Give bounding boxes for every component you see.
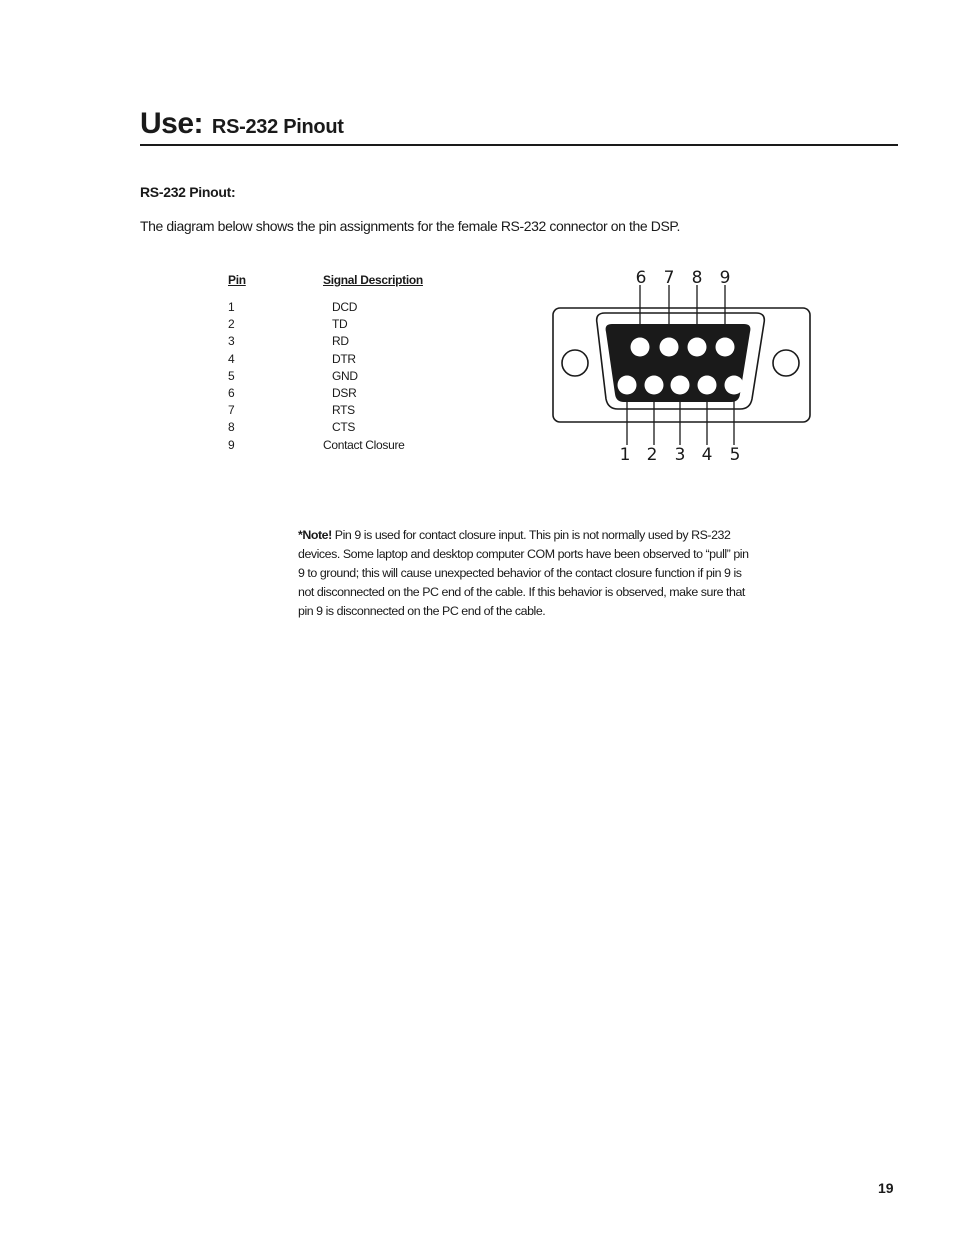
signal-column-header: Signal Description — [323, 273, 423, 287]
heading-divider — [140, 144, 898, 146]
signal-description: GND — [332, 368, 358, 383]
pin-7-socket — [660, 338, 679, 357]
pin-number: 6 — [228, 385, 235, 400]
signal-description: CTS — [332, 420, 356, 435]
pin-label: 6 — [635, 268, 647, 288]
db9-connector-diagram — [545, 262, 820, 472]
signal-description: DCD — [332, 300, 358, 314]
note-text: Pin 9 is used for contact closure input. This pin is not normally used by RS-232 devices. Some laptop and desktop computer COM ports have been observed to “pull” pin 9 to ground; this will cause unexpected behavior of the contact closure function if pin 9 is not disconnected on the PC end of the cable. If this behavior is observed, make sure that pin 9 is disconnected on the PC end of the cable. — [298, 528, 749, 618]
pin-3-socket — [671, 376, 690, 395]
signal-description: DTR — [332, 351, 356, 366]
note-paragraph — [298, 526, 752, 621]
pin-number: 2 — [228, 317, 235, 332]
pin-1-socket — [618, 376, 637, 395]
heading-title: RS-232 Pinout — [211, 116, 344, 138]
pin-8-socket — [688, 338, 707, 357]
pin-label: 1 — [619, 445, 631, 465]
pin-label: 2 — [646, 445, 658, 465]
signal-description: TD — [332, 317, 348, 332]
note-label: *Note! — [298, 528, 332, 542]
signal-description: RD — [332, 334, 349, 349]
pin-2-socket — [645, 376, 664, 395]
pin-label: 5 — [729, 445, 741, 465]
intro-paragraph: The diagram below shows the pin assignments for the female RS-232 connector on the DSP. — [140, 218, 681, 234]
pin-label: 7 — [663, 268, 675, 288]
signal-description: Contact Closure — [323, 437, 405, 452]
pin-label: 4 — [701, 445, 713, 465]
pin-label: 3 — [674, 445, 686, 465]
mounting-hole-right — [773, 350, 799, 376]
pin-number: 3 — [228, 334, 235, 349]
heading-use-label: Use: — [140, 107, 204, 140]
mounting-hole-left — [562, 350, 588, 376]
pin-column-header: Pin — [228, 273, 246, 287]
pin-4-socket — [698, 376, 717, 395]
pin-number: 4 — [228, 351, 235, 366]
pin-number: 7 — [228, 403, 235, 418]
pin-number: 8 — [228, 420, 235, 435]
pin-9-socket — [716, 338, 735, 357]
pin-5-socket — [725, 376, 744, 395]
pin-label: 8 — [691, 268, 703, 288]
page-heading — [140, 106, 344, 139]
page-number: 19 — [878, 1180, 894, 1196]
section-title: RS-232 Pinout: — [140, 184, 236, 200]
pin-number: 9 — [228, 437, 235, 452]
pin-number: 5 — [228, 368, 235, 383]
signal-description: DSR — [332, 385, 357, 400]
pin-label: 9 — [719, 268, 731, 288]
pin-6-socket — [631, 338, 650, 357]
pin-number: 1 — [228, 300, 235, 314]
signal-description: RTS — [332, 403, 355, 418]
